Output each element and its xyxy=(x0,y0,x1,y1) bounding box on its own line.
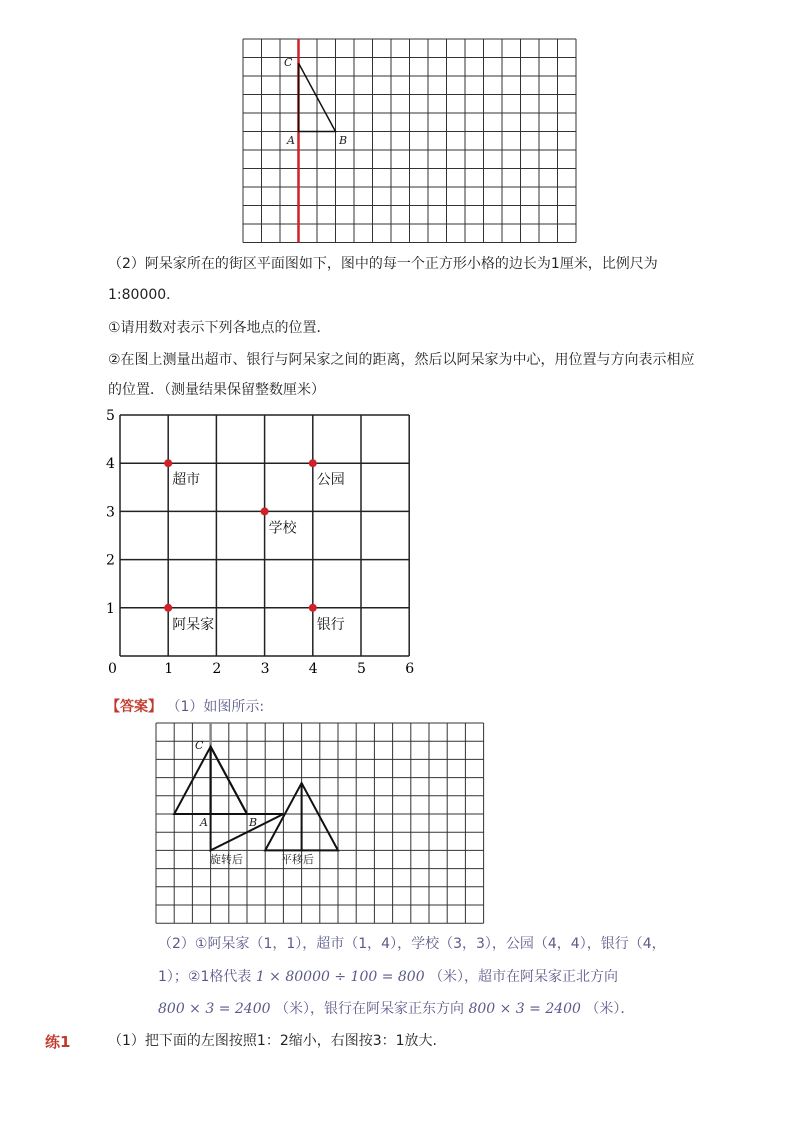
point-marker xyxy=(164,604,172,612)
question-2-line2: 1:80000． xyxy=(108,287,181,303)
point-marker xyxy=(261,507,269,515)
answer-line2-a: 1）；②1格代表 xyxy=(158,969,252,985)
answer-line3-a: （米），银行在阿呆家正东方向 xyxy=(274,1001,464,1017)
answer-line2-math: 1 × 80000 ÷ 100 = 800 xyxy=(255,969,425,985)
coordinate-chart xyxy=(0,400,800,680)
y-tick-label: 5 xyxy=(106,408,115,424)
answer-line3-math1: 800 × 3 = 2400 xyxy=(158,1001,271,1017)
top-label-c: C xyxy=(284,56,293,69)
ans-label-c: C xyxy=(195,739,204,752)
answer-grid-figure xyxy=(0,715,800,935)
point-label: 公园 xyxy=(316,472,345,489)
answer-line1: （2）①阿呆家（1，1），超市（1，4），学校（3，3），公园（4，4），银行（4， xyxy=(158,936,666,952)
answer-line3-b: （米）． xyxy=(585,1001,635,1017)
top-label-a: A xyxy=(287,134,295,147)
x-tick-label: 6 xyxy=(405,661,415,677)
answer-header xyxy=(106,697,264,717)
x-tick-label: 0 xyxy=(108,661,117,677)
ans-label-rotated: 旋转后 xyxy=(210,853,243,866)
x-tick-label: 4 xyxy=(308,661,318,677)
exercise-label: 练1 xyxy=(45,1033,71,1051)
x-tick-label: 5 xyxy=(357,661,366,677)
y-tick-label: 2 xyxy=(106,552,115,569)
point-label: 银行 xyxy=(316,616,345,633)
y-tick-label: 4 xyxy=(106,456,115,473)
answer-line2-b: （米），超市在阿呆家正北方向 xyxy=(429,969,619,985)
question-2-line3: ①请用数对表示下列各地点的位置． xyxy=(108,320,331,336)
top-grid-figure xyxy=(0,0,800,260)
point-marker xyxy=(309,604,317,612)
exercise-text: （1）把下面的左图按照1：2缩小，右图按3：1放大. xyxy=(108,1033,437,1049)
answer-part1: （1）如图所示: xyxy=(166,699,265,715)
question-2-line4: ②在图上测量出超市、银行与阿呆家之间的距离，然后以阿呆家为中心，用位置与方向表示相应 xyxy=(108,352,695,368)
y-tick-label: 1 xyxy=(106,600,115,617)
question-2-line1: （2）阿呆家所在的街区平面图如下，图中的每一个正方形小格的边长为1厘米，比例尺为 xyxy=(108,256,658,272)
x-tick-label: 3 xyxy=(260,661,270,677)
ans-label-b: B xyxy=(249,816,258,829)
answer-line2 xyxy=(158,967,618,987)
x-tick-label: 1 xyxy=(164,661,174,677)
y-tick-label: 3 xyxy=(106,504,115,521)
answer-label: 【答案】 xyxy=(106,699,162,715)
answer-line3-math2: 800 × 3 = 2400 xyxy=(468,1001,581,1017)
point-label: 阿呆家 xyxy=(172,616,215,633)
ans-label-translated: 平移后 xyxy=(281,853,314,866)
x-tick-label: 2 xyxy=(212,661,222,677)
point-marker xyxy=(309,459,317,467)
point-label: 超市 xyxy=(172,472,201,489)
point-label: 学校 xyxy=(268,520,297,537)
question-2-line5: 的位置．（测量结果保留整数厘米） xyxy=(108,382,325,398)
ans-label-a: A xyxy=(200,816,208,829)
top-label-b: B xyxy=(339,134,348,147)
point-marker xyxy=(164,459,172,467)
answer-line3 xyxy=(158,999,634,1019)
